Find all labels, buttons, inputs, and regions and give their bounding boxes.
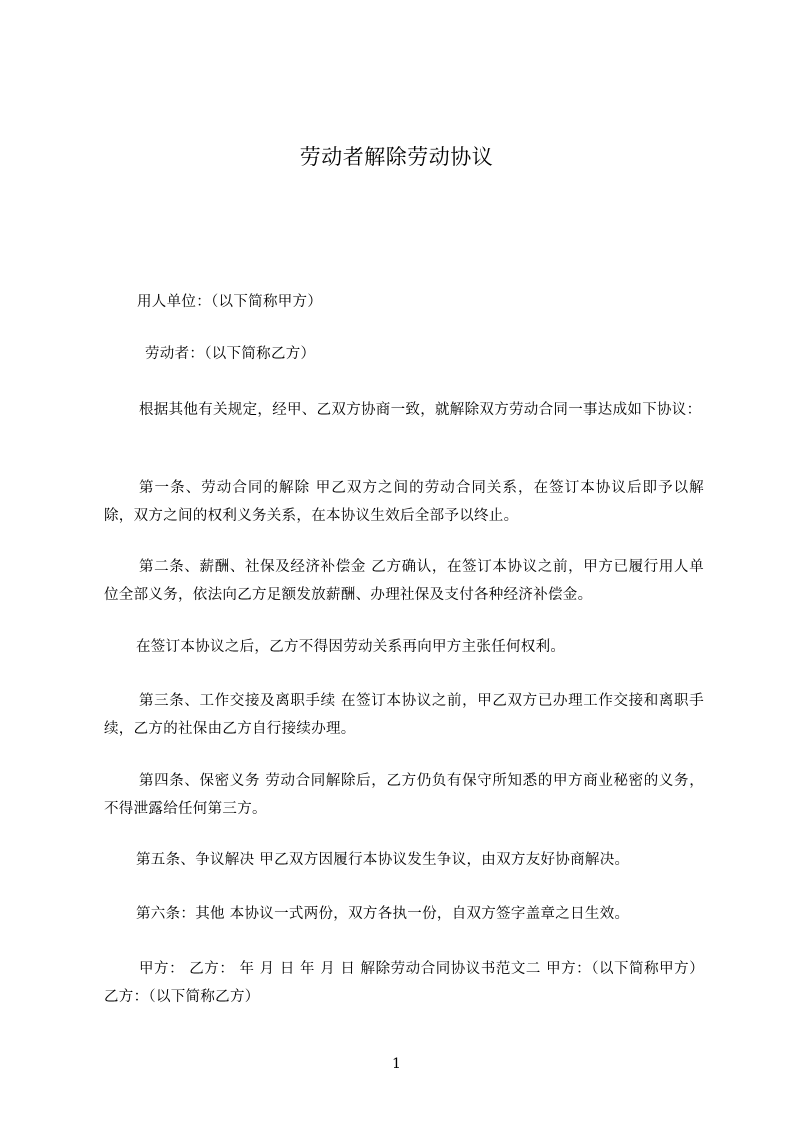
employer-line: 用人单位：（以下简称甲方） xyxy=(137,294,323,310)
article-5-paragraph: 第五条、争议解决 甲乙双方因履行本协议发生争议，由双方友好协商解决。 xyxy=(136,852,630,868)
preamble-paragraph: 根据其他有关规定，经甲、乙双方协商一致，就解除双方劳动合同一事达成如下协议： xyxy=(139,402,702,418)
article-3-paragraph: 第三条、工作交接及离职手续 在签订本协议之前，甲乙双方已办理工作交接和离职手续，乙方的社保由乙方自行接续办理。 xyxy=(104,693,704,737)
article-2-continuation: 在签订本协议之后，乙方不得因劳动关系再向甲方主张任何权利。 xyxy=(136,639,566,655)
article-4-paragraph: 第四条、保密义务 劳动合同解除后，乙方仍负有保守所知悉的甲方商业秘密的义务，不得泄露给任何第三方。 xyxy=(104,773,704,817)
page-number: 1 xyxy=(392,1056,401,1072)
article-1-paragraph: 第一条、劳动合同的解除 甲乙双方之间的劳动合同关系，在签订本协议后即予以解除，双方之间的权利义务关系，在本协议生效后全部予以终止。 xyxy=(104,480,704,524)
article-2-paragraph: 第二条、薪酬、社保及经济补偿金 乙方确认，在签订本协议之前，甲方已履行用人单位全部义务，依法向乙方足额发放薪酬、办理社保及支付各种经济补偿金。 xyxy=(104,559,704,603)
signature-paragraph: 甲方： 乙方： 年 月 日 年 月 日 解除劳动合同协议书范文二 甲方：（以下简称甲方）乙方：（以下简称乙方） xyxy=(104,961,704,1005)
document-title: 劳动者解除劳动协议 xyxy=(299,145,494,169)
article-6-paragraph: 第六条：其他 本协议一式两份，双方各执一份，自双方签字盖章之日生效。 xyxy=(136,906,630,922)
employee-line: 劳动者：（以下简称乙方） xyxy=(145,346,316,362)
